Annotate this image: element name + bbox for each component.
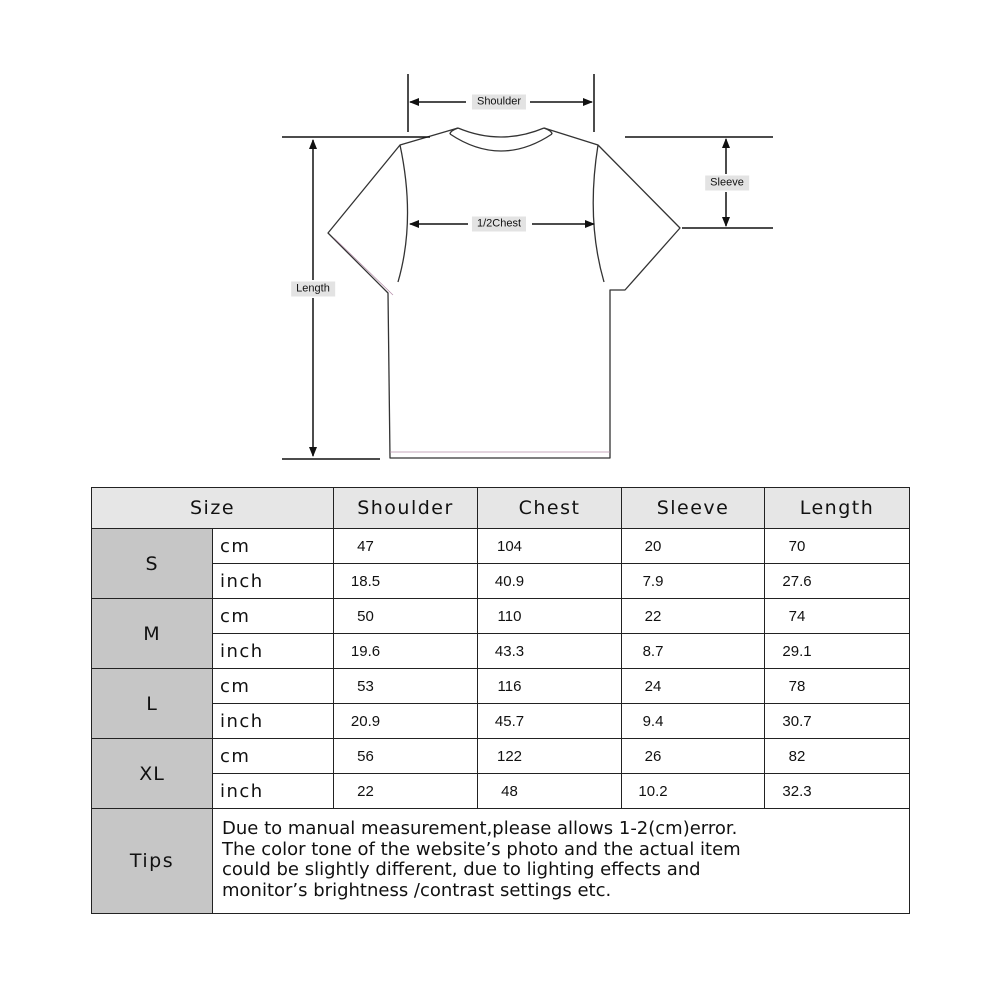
l-cm-chest: 116 (478, 669, 622, 704)
tips-line: monitor’s brightness /contrast settings etc. (222, 879, 612, 901)
s-inch-chest: 40.9 (478, 564, 622, 599)
chest-label: 1/2Chest (472, 217, 526, 232)
table-row (92, 669, 910, 704)
header-chest: Chest (478, 488, 622, 529)
xl-inch-sleeve: 10.2 (622, 774, 765, 809)
size-m-cell: M (92, 599, 213, 669)
m-inch-chest: 43.3 (478, 634, 622, 669)
xl-inch-shoulder: 22 (334, 774, 478, 809)
header-size: Size (92, 488, 334, 529)
table-row (92, 704, 910, 739)
tshirt-measurement-diagram (0, 0, 1000, 480)
m-cm-sleeve: 22 (622, 599, 765, 634)
m-cm-length: 74 (765, 599, 910, 634)
tips-label: Tips (92, 809, 213, 914)
m-inch-shoulder: 19.6 (334, 634, 478, 669)
tshirt-outline (328, 128, 680, 458)
s-cm-sleeve: 20 (622, 529, 765, 564)
tips-row (92, 809, 910, 914)
s-inch-length: 27.6 (765, 564, 910, 599)
unit-inch: inch (213, 774, 334, 809)
tips-line: could be slightly different, due to lighting effects and (222, 859, 701, 880)
s-cm-shoulder: 47 (334, 529, 478, 564)
m-cm-chest: 110 (478, 599, 622, 634)
l-inch-shoulder: 20.9 (334, 704, 478, 739)
size-s-cell: S (92, 529, 213, 599)
unit-inch: inch (213, 564, 334, 599)
size-xl-cell: XL (92, 739, 213, 809)
size-l-cell: L (92, 669, 213, 739)
l-inch-chest: 45.7 (478, 704, 622, 739)
table-row (92, 739, 910, 774)
size-chart-table (91, 487, 910, 914)
xl-cm-shoulder: 56 (334, 739, 478, 774)
m-cm-shoulder: 50 (334, 599, 478, 634)
header-shoulder: Shoulder (334, 488, 478, 529)
table-row (92, 634, 910, 669)
table-row (92, 599, 910, 634)
xl-cm-length: 82 (765, 739, 910, 774)
tips-line: Due to manual measurement,please allows 1-2(cm)error. (222, 818, 738, 839)
sleeve-label: Sleeve (705, 176, 749, 191)
table-header-row (92, 488, 910, 529)
unit-inch: inch (213, 704, 334, 739)
length-label: Length (291, 282, 335, 297)
table-row (92, 774, 910, 809)
tips-line: The color tone of the website’s photo and the actual item (222, 838, 741, 860)
shoulder-label: Shoulder (472, 95, 526, 110)
header-sleeve: Sleeve (622, 488, 765, 529)
s-inch-sleeve: 7.9 (622, 564, 765, 599)
l-inch-sleeve: 9.4 (622, 704, 765, 739)
xl-cm-sleeve: 26 (622, 739, 765, 774)
xl-inch-chest: 48 (478, 774, 622, 809)
unit-cm: cm (213, 739, 334, 774)
unit-cm: cm (213, 599, 334, 634)
l-cm-shoulder: 53 (334, 669, 478, 704)
unit-inch: inch (213, 634, 334, 669)
table-row (92, 564, 910, 599)
s-cm-length: 70 (765, 529, 910, 564)
m-inch-length: 29.1 (765, 634, 910, 669)
header-length: Length (765, 488, 910, 529)
unit-cm: cm (213, 669, 334, 704)
xl-inch-length: 32.3 (765, 774, 910, 809)
l-cm-sleeve: 24 (622, 669, 765, 704)
table-row (92, 529, 910, 564)
s-inch-shoulder: 18.5 (334, 564, 478, 599)
unit-cm: cm (213, 529, 334, 564)
tips-text (213, 809, 910, 914)
l-inch-length: 30.7 (765, 704, 910, 739)
s-cm-chest: 104 (478, 529, 622, 564)
l-cm-length: 78 (765, 669, 910, 704)
m-inch-sleeve: 8.7 (622, 634, 765, 669)
xl-cm-chest: 122 (478, 739, 622, 774)
measurement-guides (282, 74, 773, 459)
